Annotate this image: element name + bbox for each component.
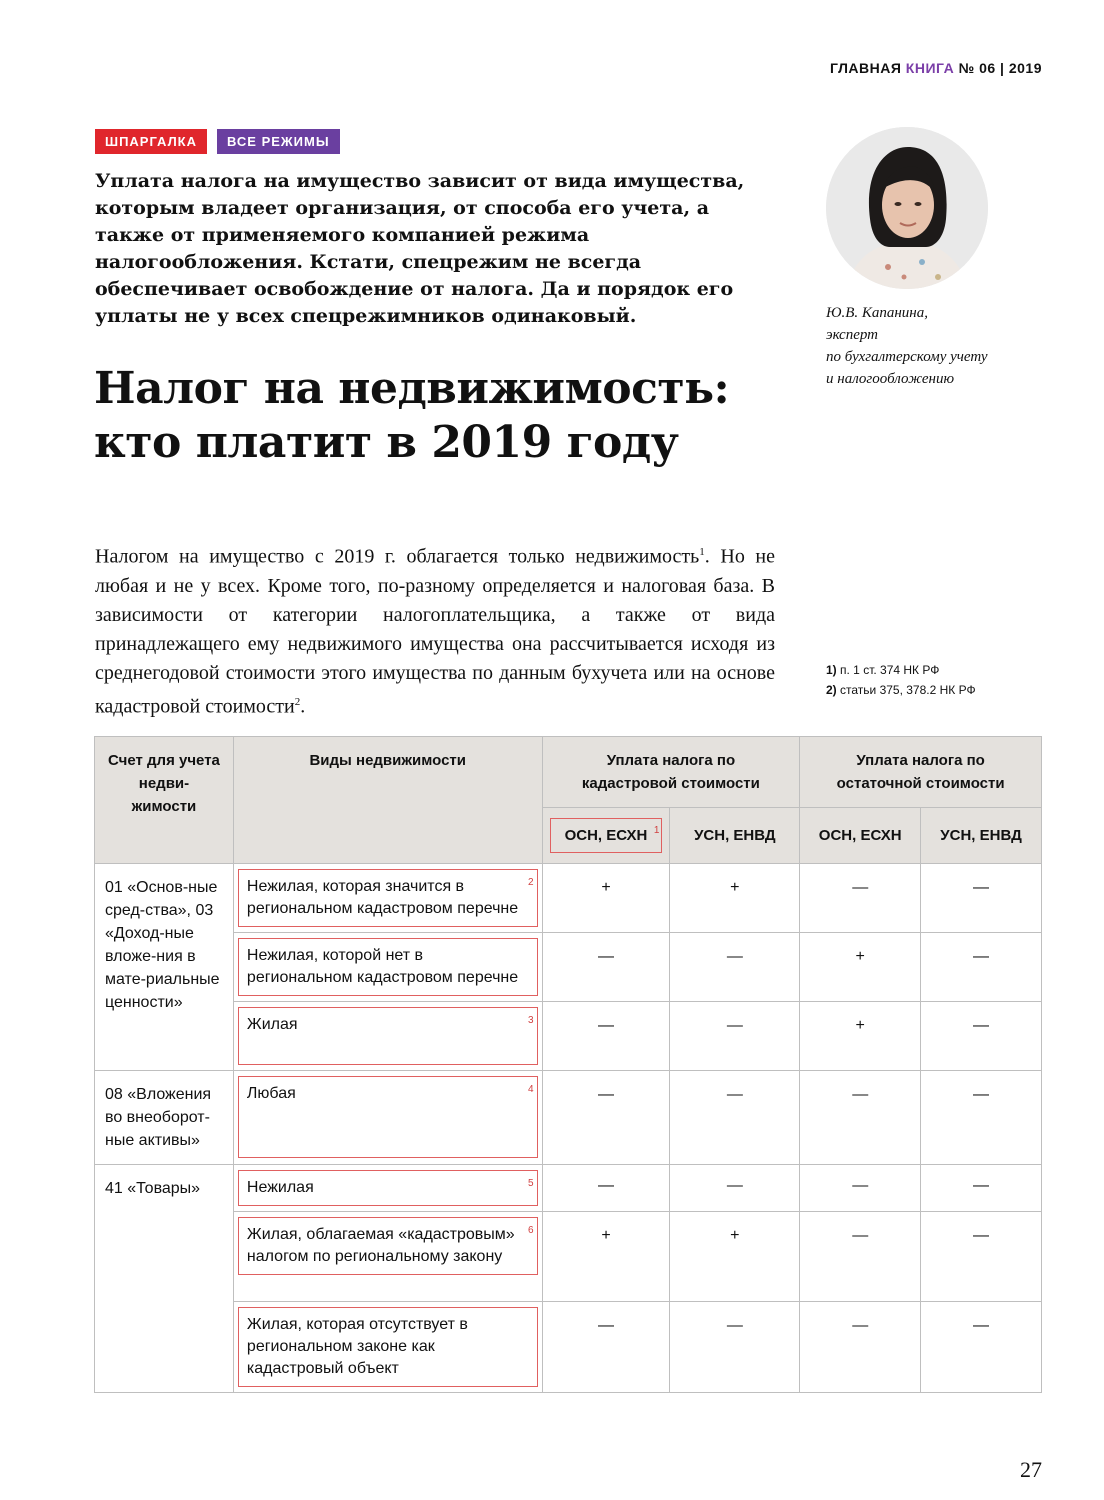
mark-cell: + [670, 864, 800, 933]
kind-note: 4 [527, 1084, 534, 1095]
footnote-2-text: статьи 375, 378.2 НК РФ [840, 683, 976, 697]
mark-cell: + [800, 1002, 921, 1071]
footnotes [826, 660, 976, 700]
kind-cell [233, 1165, 542, 1212]
lead-paragraph: Уплата налога на имущество зависит от вида имущества, которым владеет организация, от способа его учета, а также от применяемого компанией режима налогообложения. Кстати, спецрежим не всегда обеспечивает освобождение от налога. Да и порядок его уплаты не у всех спецрежимников одинаковый. [95, 170, 745, 327]
mark-cell: + [542, 864, 670, 933]
mark-cell: — [670, 1071, 800, 1165]
mark-cell: — [542, 1165, 670, 1212]
mark-cell: — [542, 933, 670, 1002]
mark-cell: — [921, 1165, 1042, 1212]
kind-text: Нежилая [246, 1179, 314, 1196]
kind-box [238, 1007, 538, 1065]
kind-note: 6 [527, 1225, 534, 1236]
rubric-tags [95, 129, 340, 154]
author-name: Ю.В. Капанина, [826, 305, 928, 321]
account-cell: 01 «Основ-ные сред-ства», 03 «Доход-ные вложе-ния в мате-риальные ценности» [95, 864, 234, 1071]
table-row [95, 1002, 1042, 1071]
kind-cell [233, 1071, 542, 1165]
subheader-usn-res: УСН, ЕНВД [921, 808, 1042, 864]
mark-cell: — [670, 1165, 800, 1212]
body-paragraph [95, 538, 775, 721]
kind-text: Жилая [246, 1016, 298, 1033]
header-account: Счет для учета недви-жимости [95, 737, 234, 864]
table-row [95, 1165, 1042, 1212]
account-cell: 08 «Вложения во внеоборот-ные активы» [95, 1071, 234, 1165]
table-row [95, 933, 1042, 1002]
page-number: 27 [1020, 1457, 1042, 1482]
article-title [94, 362, 814, 470]
subheader-osn-cad [542, 808, 670, 864]
kind-box [238, 1170, 538, 1206]
kind-note: 5 [527, 1178, 534, 1189]
kind-note: 3 [527, 1015, 534, 1026]
author-role-3: и налогообложению [826, 371, 955, 387]
footnote-ref-2: 2 [294, 695, 301, 708]
kind-box [238, 1076, 538, 1158]
author-caption [826, 302, 988, 390]
kind-cell [233, 1302, 542, 1393]
body-text-2: . Но не любая и не у всех. Кроме того, по-разному определяется и налоговая база. В зависимости от категории налогоплательщика, а также от вида принадлежащего ему недвижимого имущества она рассчитывается исходя из среднегодовой стоимости этого имущества по данным бухучета или на основе кадастровой стоимости [95, 545, 775, 718]
mark-cell: — [921, 864, 1042, 933]
author-photo [826, 127, 988, 289]
header-kind: Виды недвижимости [233, 737, 542, 864]
author-role-2: по бухгалтерскому учету [826, 349, 988, 365]
kind-box [238, 1217, 538, 1275]
mark-cell: — [800, 864, 921, 933]
mark-cell: — [921, 1071, 1042, 1165]
subheader-usn-cad: УСН, ЕНВД [670, 808, 800, 864]
header-residual: Уплата налога по остаточной стоимости [800, 737, 1042, 808]
table-row [95, 1071, 1042, 1165]
tag-all-regimes: ВСЕ РЕЖИМЫ [217, 129, 340, 154]
subheader-osn-res: ОСН, ЕСХН [800, 808, 921, 864]
mark-cell: — [670, 1302, 800, 1393]
kind-box [238, 938, 538, 996]
header-issue: № 06 | 2019 [958, 60, 1042, 76]
mark-cell: — [921, 1302, 1042, 1393]
subheader-osn-cad-label: ОСН, ЕСХН [564, 827, 648, 844]
mark-cell: — [800, 1071, 921, 1165]
title-line-2: кто платит в 2019 году [94, 417, 679, 468]
mark-cell: — [800, 1165, 921, 1212]
author-portrait-icon [826, 127, 988, 289]
subheader-note-1: 1 [653, 825, 660, 836]
mark-cell: — [670, 1002, 800, 1071]
kind-text: Нежилая, которая значится в региональном кадастровом перечне [246, 878, 519, 917]
footnote-2-num: 2) [826, 683, 837, 697]
mark-cell: — [921, 1212, 1042, 1302]
body-text-1: Налогом на имущество с 2019 г. облагается только недвижимость [95, 545, 700, 568]
tag-cheatsheet: ШПАРГАЛКА [95, 129, 207, 154]
mark-cell: — [542, 1302, 670, 1393]
header-cadastral: Уплата налога по кадастровой стоимости [542, 737, 800, 808]
magazine-header [830, 60, 1042, 76]
footnote-1-text: п. 1 ст. 374 НК РФ [840, 663, 940, 677]
body-text-3: . [300, 695, 306, 718]
mark-cell: + [800, 933, 921, 1002]
kind-box [238, 869, 538, 927]
mark-cell: + [670, 1212, 800, 1302]
subheader-osn-cad-box [550, 818, 663, 853]
mark-cell: — [800, 1212, 921, 1302]
tax-table [94, 736, 1042, 1393]
kind-note: 2 [527, 877, 534, 888]
header-part2: КНИГА [905, 60, 955, 76]
kind-cell [233, 933, 542, 1002]
kind-text: Жилая, облагаемая «кадастровым» налогом по региональному закону [246, 1226, 515, 1265]
table-row [95, 864, 1042, 933]
kind-text: Любая [246, 1085, 296, 1102]
mark-cell: — [670, 933, 800, 1002]
kind-text: Нежилая, которой нет в региональном кадастровом перечне [246, 947, 519, 986]
footnote-2 [826, 680, 976, 700]
header-part1: ГЛАВНАЯ [829, 60, 902, 76]
footnote-ref-1: 1 [699, 546, 705, 558]
mark-cell: — [542, 1071, 670, 1165]
title-line-1: Налог на недвижимость: [94, 363, 730, 414]
kind-cell [233, 1212, 542, 1302]
footnote-1-num: 1) [826, 663, 837, 677]
table-row [95, 1212, 1042, 1302]
footnote-1 [826, 660, 976, 680]
kind-cell [233, 1002, 542, 1071]
author-role-1: эксперт [826, 327, 879, 343]
account-cell: 41 «Товары» [95, 1165, 234, 1393]
mark-cell: — [542, 1002, 670, 1071]
mark-cell: — [921, 933, 1042, 1002]
kind-box [238, 1307, 538, 1387]
table-row [95, 1302, 1042, 1393]
mark-cell: — [921, 1002, 1042, 1071]
kind-text: Жилая, которая отсутствует в региональном законе как кадастровый объект [246, 1316, 468, 1377]
mark-cell: — [800, 1302, 921, 1393]
kind-cell [233, 864, 542, 933]
mark-cell: + [542, 1212, 670, 1302]
